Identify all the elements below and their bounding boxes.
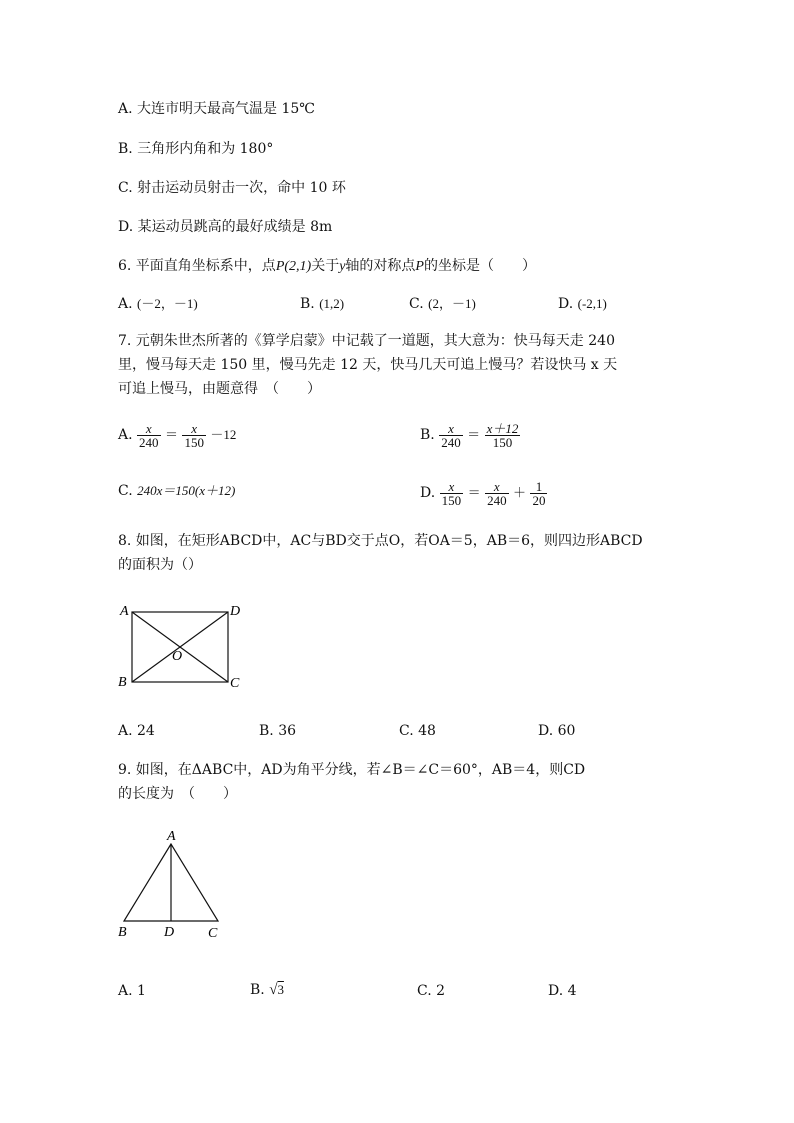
q9-option-c: C. 2 — [417, 983, 446, 999]
q5-option-a: A. 大连市明天最高气温是 15℃ — [118, 101, 315, 117]
q8-option-a: A. 24 — [118, 723, 155, 739]
q9-option-b — [250, 978, 284, 1002]
q7-d-frac-2: $\frac{x}{240}$ — [487, 478, 507, 508]
q7-option-b-label: B. — [420, 427, 435, 443]
q7-a-frac-1: $\frac{x}{240}$ — [139, 420, 159, 450]
q6-prefix: 6. 平面直角坐标系中，点 — [118, 258, 276, 274]
label-a: A — [167, 829, 176, 844]
label-c: C — [208, 926, 218, 941]
q9-option-b-label: B. — [250, 982, 265, 998]
q7-d-frac-1: $\frac{x}{150}$ — [441, 478, 462, 508]
q6-point: P(2,1) — [275, 259, 312, 274]
q6-option-d — [558, 296, 607, 312]
label-a: A — [120, 604, 129, 619]
triangle-figure — [110, 825, 230, 945]
q6-option-a-value: (－2，－1) — [137, 296, 198, 311]
label-b: B — [118, 925, 127, 940]
q6-mid: 关于 — [311, 258, 340, 274]
rectangle-figure — [110, 598, 250, 693]
q8-option-c: C. 48 — [399, 723, 436, 739]
q6-mid2: 轴的对称点 — [345, 258, 416, 274]
q6-option-b-value: (1,2) — [319, 296, 345, 311]
q9-option-d: D. 4 — [548, 983, 577, 999]
q7-a-frac-2: $\frac{x}{150}$ — [184, 420, 204, 450]
q7-option-a: A. $\frac{x}{240}$ ＝ $\frac{x}{150}$ －12 — [118, 420, 237, 450]
q7-line-3: 可追上慢马，由题意得 （ ） — [118, 381, 321, 397]
q9-line-2: 的长度为 （ ） — [118, 786, 237, 802]
q7-d-frac-3: $\frac{1}{20}$ — [532, 478, 546, 508]
label-b: B — [118, 675, 127, 690]
q7-b-frac-2: $\frac{x+12}{150}$ — [486, 420, 519, 450]
q6-option-c-value: (2，－1) — [428, 296, 476, 311]
q8-option-b: B. 36 — [259, 723, 297, 739]
label-d: D — [164, 925, 175, 940]
label-o: O — [172, 649, 183, 664]
q5-option-d: D. 某运动员跳高的最好成绩是 8m — [118, 219, 333, 235]
q7-line-1: 7. 元朝朱世杰所著的《算学启蒙》中记载了一道题，其大意为：快马每天走 240 — [118, 333, 615, 349]
q7-a-tail: －12 — [210, 427, 237, 442]
q6-axis: y — [339, 259, 346, 274]
q6-option-c — [409, 296, 476, 312]
q9-option-b-value: 3 — [277, 982, 284, 997]
q6-option-d-label: D. — [558, 296, 574, 312]
q6-option-b-label: B. — [300, 296, 315, 312]
q7-c-expr: 240x＝150(x＋12) — [137, 483, 236, 498]
q9-line-1: 9. 如图，在ΔABC中，AD为角平分线，若∠B＝∠C＝60°，AB＝4，则CD — [118, 762, 586, 778]
q7-option-d-label: D. — [420, 485, 436, 501]
label-c: C — [230, 676, 240, 691]
sqrt-sign: √ — [269, 982, 278, 998]
q6-p: P — [415, 259, 424, 274]
q7-option-a-label: A. — [118, 427, 133, 443]
q7-b-frac-1: $\frac{x}{240}$ — [441, 420, 461, 450]
q8-option-d: D. 60 — [538, 723, 576, 739]
q6-option-a — [118, 296, 198, 312]
q5-option-c: C. 射击运动员射击一次，命中 10 环 — [118, 180, 346, 196]
q7-option-b: B. $\frac{x}{240}$ ＝ $\frac{x+12}{150}$ — [420, 420, 519, 450]
q6-option-d-value: (-2,1) — [577, 296, 607, 311]
q6-option-c-label: C. — [409, 296, 424, 312]
q5-option-b: B. 三角形内角和为 180° — [118, 141, 274, 157]
q7-option-c — [118, 483, 235, 499]
q6-option-a-label: A. — [118, 296, 133, 312]
label-d: D — [230, 604, 241, 619]
q6-suffix: 的坐标是（ ） — [423, 258, 536, 274]
q7-option-c-label: C. — [118, 483, 133, 499]
q6-option-b — [300, 296, 344, 312]
q7-option-d: D. $\frac{x}{150}$ ＝ $\frac{x}{240}$ ＋ $\frac{1}{20}$ — [420, 478, 546, 508]
q6-stem — [118, 258, 536, 275]
q7-line-2: 里，慢马每天走 150 里，慢马先走 12 天，快马几天可追上慢马？若设快马 x 天 — [118, 357, 618, 373]
q8-line-2: 的面积为（） — [118, 557, 202, 573]
q8-line-1: 8. 如图，在矩形ABCD中，AC与BD交于点O，若OA＝5，AB＝6，则四边形ABCD — [118, 533, 643, 549]
q9-option-a: A. 1 — [118, 983, 146, 999]
